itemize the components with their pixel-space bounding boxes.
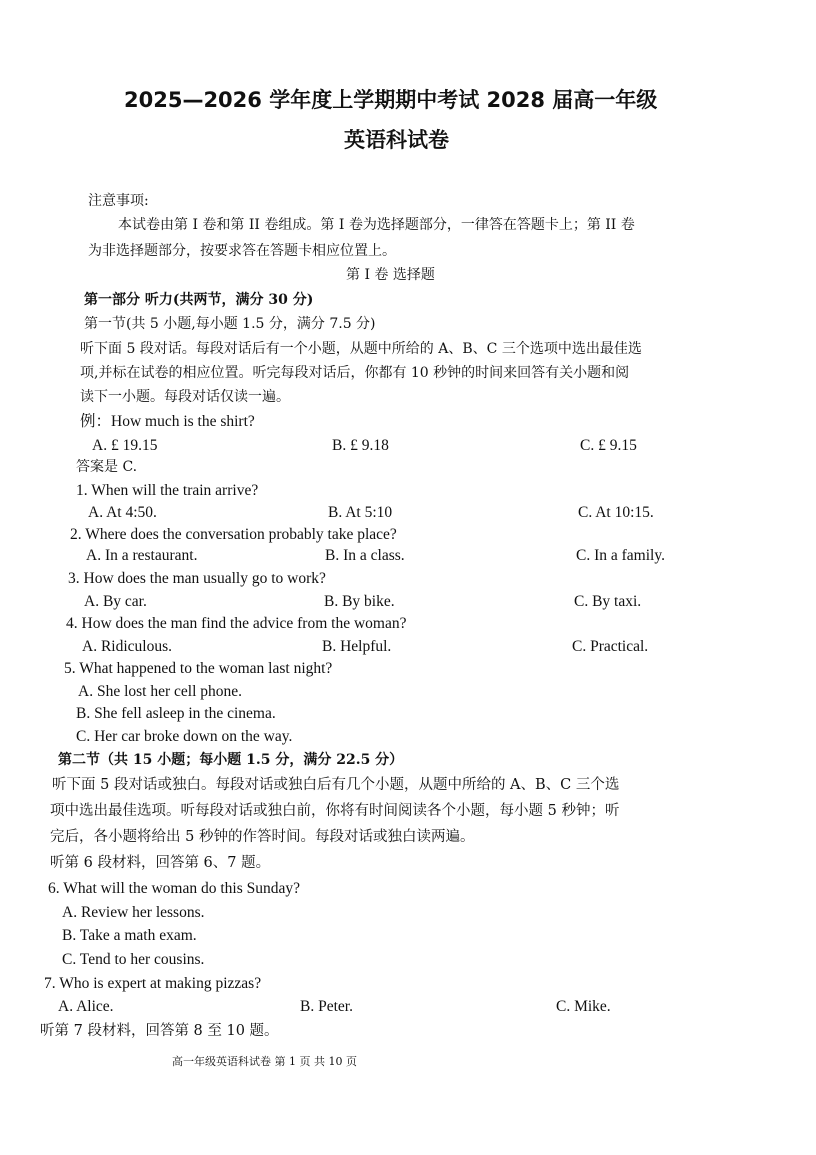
section1-instruction-3: 读下一小题。每段对话仅读一遍。: [80, 389, 290, 405]
question-6-option-c: C. Tend to her cousins.: [62, 951, 205, 968]
question-7-option-a: A. Alice.: [58, 998, 114, 1015]
question-7-option-b: B. Peter.: [300, 998, 353, 1015]
question-3-option-b: B. By bike.: [324, 593, 395, 610]
question-1-option-c: C. At 10:15.: [578, 504, 654, 521]
question-5-option-a: A. She lost her cell phone.: [78, 683, 243, 700]
question-2-option-b: B. In a class.: [325, 547, 405, 564]
question-2-option-c: C. In a family.: [576, 547, 665, 564]
question-1-option-b: B. At 5:10: [328, 504, 393, 521]
question-6-option-a: A. Review her lessons.: [62, 904, 205, 921]
example-question: 例：How much is the shirt?: [80, 413, 255, 430]
notes-line-2: 为非选择题部分，按要求答在答题卡相应位置上。: [88, 243, 396, 259]
question-3-option-a: A. By car.: [84, 593, 147, 610]
section2-instruction-1: 听下面 5 段对话或独白。每段对话或独白后有几个小题，从题中所给的 A、B、C 三个选: [52, 777, 620, 793]
question-6: 6. What will the woman do this Sunday?: [48, 880, 300, 897]
page-footer: 高一年级英语科试卷 第 1 页 共 10 页: [172, 1055, 357, 1068]
question-7-option-c: C. Mike.: [556, 998, 611, 1015]
question-4-option-c: C. Practical.: [572, 638, 649, 655]
question-6-option-b: B. Take a math exam.: [62, 927, 197, 944]
question-1-option-a: A. At 4:50.: [88, 504, 157, 521]
section1-instruction-1: 听下面 5 段对话。每段对话后有一个小题，从题中所给的 A、B、C 三个选项中选出最佳选: [80, 341, 642, 357]
question-3: 3. How does the man usually go to work?: [68, 570, 326, 587]
notes-heading: 注意事项:: [88, 193, 149, 209]
page-title: 2025—2026 学年度上学期期中考试 2028 届高一年级: [124, 88, 658, 112]
example-option-c: C. £ 9.15: [580, 437, 637, 454]
page-subtitle: 英语科试卷: [344, 128, 449, 152]
volume-title: 第 I 卷 选择题: [346, 267, 435, 283]
section1-instruction-2: 项,并标在试卷的相应位置。听完每段对话后，你都有 10 秒钟的时间来回答有关小题和阅: [80, 365, 630, 381]
question-3-option-c: C. By taxi.: [574, 593, 642, 610]
example-answer: 答案是 C.: [76, 459, 138, 475]
notes-line-1: 本试卷由第 I 卷和第 II 卷组成。第 I 卷为选择题部分，一律答在答题卡上；第 II 卷: [118, 217, 635, 233]
section2-instruction-3: 完后，各小题将给出 5 秒钟的作答时间。每段对话或独白读两遍。: [50, 829, 475, 845]
material-7-heading: 听第 7 段材料，回答第 8 至 10 题。: [40, 1023, 279, 1039]
question-5-option-b: B. She fell asleep in the cinema.: [76, 705, 276, 722]
question-4-option-b: B. Helpful.: [322, 638, 392, 655]
question-5-option-c: C. Her car broke down on the way.: [76, 728, 293, 745]
section2-instruction-2: 项中选出最佳选项。听每段对话或独白前，你将有时间阅读各个小题，每小题 5 秒钟；听: [50, 803, 620, 819]
part1-heading: 第一部分 听力(共两节，满分 30 分): [84, 292, 314, 308]
question-4: 4. How does the man find the advice from the woman?: [66, 615, 407, 632]
material-6-heading: 听第 6 段材料，回答第 6、7 题。: [50, 855, 271, 871]
example-option-a: A. £ 19.15: [92, 437, 158, 454]
section2-heading: 第二节（共 15 小题；每小题 1.5 分，满分 22.5 分）: [58, 752, 404, 768]
question-7: 7. Who is expert at making pizzas?: [44, 975, 262, 992]
question-1: 1. When will the train arrive?: [76, 482, 259, 499]
question-2-option-a: A. In a restaurant.: [86, 547, 198, 564]
question-5: 5. What happened to the woman last night?: [64, 660, 333, 677]
question-2: 2. Where does the conversation probably take place?: [70, 526, 397, 543]
example-option-b: B. £ 9.18: [332, 437, 389, 454]
section1-heading: 第一节(共 5 小题,每小题 1.5 分，满分 7.5 分): [84, 316, 376, 332]
question-4-option-a: A. Ridiculous.: [82, 638, 172, 655]
